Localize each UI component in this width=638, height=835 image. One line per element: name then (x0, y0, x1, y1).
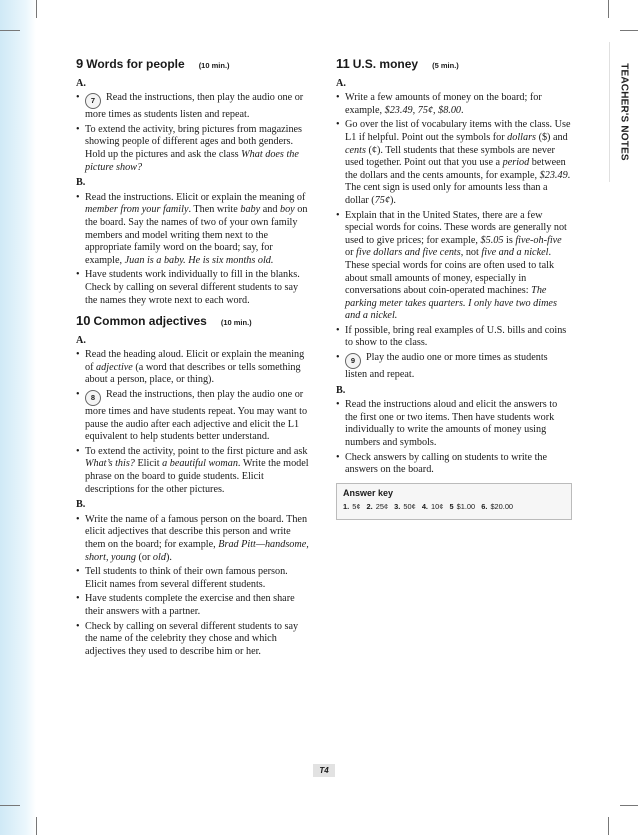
crop-mark (0, 805, 20, 806)
side-tab (609, 42, 638, 182)
list-item: • 9 Play the audio one or more times as students listen and repeat. (336, 352, 572, 382)
list-item: • Read the instructions. Elicit or explain the meaning of member from your family. Then write baby and boy on the board. Say the names of two of your own family members and model writing them next to the appropriate family word on the board; say, for example, Juan is a baby. He is six months old. (76, 192, 312, 268)
list-item: • Write a few amounts of money on the board; for example, $23.49, 75¢, $8.00. (336, 92, 572, 117)
section-10-title (76, 315, 312, 330)
list-item: • Tell students to think of their own famous person. Elicit names from several different students. (76, 566, 312, 591)
section-11-title (336, 58, 572, 73)
bullet-list (76, 514, 312, 659)
section-name: U.S. money (352, 57, 419, 71)
answer-item: 3. 50¢ (394, 502, 416, 512)
list-item: • Check by calling on several different students to say the name of the celebrity they chose and which adjectives they used to describe him or her. (76, 621, 312, 659)
section-number: 11 (336, 56, 350, 71)
list-item: • Have students complete the exercise and then share their answers with a partner. (76, 593, 312, 618)
list-item: • Check answers by calling on students to write the answers on the board. (336, 452, 572, 477)
list-item: • Read the instructions aloud and elicit the answers to the first one or two items. Then have students work individually to write the amounts of money using numbers and symbols. (336, 399, 572, 449)
part-label: B. (76, 499, 86, 511)
crop-mark (36, 817, 37, 835)
section-name: Common adjectives (93, 314, 207, 329)
bullet-list (336, 399, 572, 477)
bullet-list (76, 349, 312, 496)
crop-mark (0, 30, 20, 31)
audio-track-icon: 7 (85, 93, 101, 109)
audio-track-icon: 8 (85, 390, 101, 406)
part-label: A. (336, 77, 346, 89)
list-item: • Go over the list of vocabulary items with the class. Use L1 if helpful. Point out the symbols for dollars ($) and cents (¢). Tell students that these symbols are never used together. Point out that you use a period between the dollars and the cents amounts, for example, $23.49. The cent sign is used only for amounts less than a dollar (75¢). (336, 119, 572, 207)
section-time: (5 min.) (432, 61, 459, 70)
section-number: 10 (76, 313, 91, 329)
section-number: 9 (76, 56, 84, 71)
audio-track-icon: 9 (345, 353, 361, 369)
answer-item: 4. 10¢ (421, 502, 444, 512)
answer-key-items (343, 501, 565, 514)
list-item: • To extend the activity, bring pictures from magazines showing people of different ages and both genders. Hold up the pictures and ask the class What does the picture show? (76, 124, 312, 174)
crop-mark (620, 30, 638, 31)
section-time: (10 min.) (220, 318, 252, 328)
page-number: T4 (313, 764, 335, 777)
bullet-list (76, 92, 312, 174)
part-label: A. (76, 334, 86, 346)
answer-item: 1. 5¢ (343, 502, 361, 512)
answer-key-box (336, 483, 572, 520)
section-time: (10 min.) (198, 61, 230, 70)
crop-mark (608, 817, 609, 835)
list-item: • Write the name of a famous person on the board. Then elicit adjectives that describe this person and write them on the board; for example, Brad Pitt—handsome, short, young (or old). (76, 514, 312, 564)
crop-mark (36, 0, 37, 18)
left-column (76, 58, 312, 660)
answer-item: 5 $1.00 (449, 502, 476, 512)
crop-mark (620, 805, 638, 806)
bullet-list (336, 92, 572, 381)
list-item: • Have students work individually to fill in the blanks. Check by calling on several different students to say the names they wrote next to each word. (76, 269, 312, 307)
part-label: A. (76, 77, 86, 89)
side-tab-label: TEACHER'S NOTES (618, 63, 630, 161)
answer-item: 2. 25¢ (366, 502, 389, 512)
list-item: • If possible, bring real examples of U.S. bills and coins to show to the class. (336, 325, 572, 350)
right-column (336, 58, 572, 520)
crop-mark (608, 0, 609, 18)
section-name: Words for people (86, 57, 185, 71)
part-label: B. (76, 177, 86, 189)
section-9-title (76, 58, 312, 73)
list-item: • Explain that in the United States, there are a few special words for coins. These words are generally not used to give prices; for example, $5.05 is five-oh-five or five dollars and five cents, not five and a nickel. These special words for coins are often used to talk about small amounts of money, especially in conversations about coin-operated machines: The parking meter takes quarters. I only have two dimes and a nickel. (336, 210, 572, 323)
answer-key-title: Answer key (343, 487, 394, 498)
list-item: • Read the heading aloud. Elicit or explain the meaning of adjective (a word that describes or tells something about a person, place, or thing). (76, 349, 312, 387)
list-item: • 7 Read the instructions, then play the audio one or more times as students listen and repeat. (76, 92, 312, 122)
answer-item: 6. $20.00 (481, 502, 514, 512)
list-item: • 8 Read the instructions, then play the audio one or more times and have students repeat. You may want to pause the audio after each adjective and elicit the L1 equivalent to help students better understand. (76, 389, 312, 444)
part-label: B. (336, 384, 346, 396)
list-item: • To extend the activity, point to the first picture and ask What’s this? Elicit a beautiful woman. Write the model phrase on the board to guide students. Elicit descriptions for the other pictures. (76, 446, 312, 496)
page-margin-strip (0, 0, 36, 835)
bullet-list (76, 192, 312, 307)
